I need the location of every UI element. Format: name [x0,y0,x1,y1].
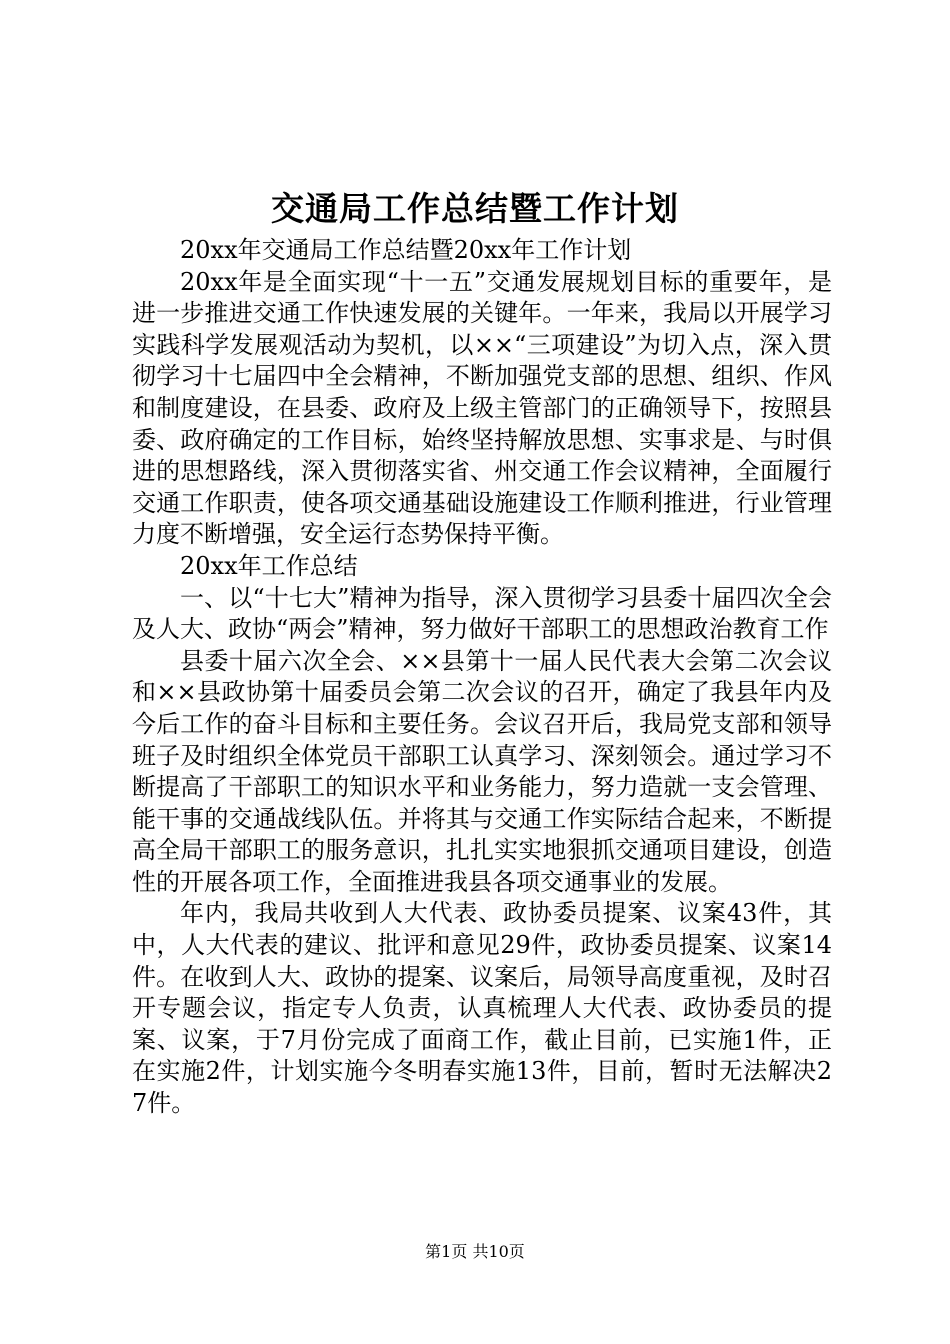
section-heading-summary: 20xx年工作总结 [180,551,358,580]
paragraph-proposals: 年内，我局共收到人大代表、政协委员提案、议案43件，其中，人大代表的建议、批评和意见29件，政协委员提案、议案14件。在收到人大、政协的提案、议案后，局领导高度重视，及时召开专题会议，指定专人负责，认真梳理人大代表、政协委员的提案、议案，于7月份完成了面商工作，截止目前，已实施1件，正在实施2件，计划实施今冬明春实施13件，目前，暂时无法解决27件。 [132,899,832,1118]
paragraph-subtitle: 20xx年交通局工作总结暨20xx年工作计划 [180,236,632,264]
section-heading-one: 一、以“十七大”精神为指导，深入贯彻学习县委十届四次全会及人大、政协“两会”精神，努力做好干部职工的思想政治教育工作 [132,583,832,644]
document-title: 交通局工作总结暨工作计划 [271,189,679,228]
paragraph-study: 县委十届六次全会、××县第十一届人民代表大会第二次会议和××县政协第十届委员会第二次会议的召开，确定了我县年内及今后工作的奋斗目标和主要任务。会议召开后，我局党支部和领导班子及时组织全体党员干部职工认真学习、深刻领会。通过学习不断提高了干部职工的知识水平和业务能力，努力造就一支会管理、能干事的交通战线队伍。并将其与交通工作实际结合起来，不断提高全局干部职工的服务意识，扎扎实实地狠抓交通项目建设，创造性的开展各项工作，全面推进我县各项交通事业的发展。 [132,646,832,896]
paragraph-intro: 20xx年是全面实现“十一五”交通发展规划目标的重要年，是进一步推进交通工作快速发展的关键年。一年来，我局以开展学习实践科学发展观活动为契机，以××“三项建设”为切入点，深入贯彻学习十七届四中全会精神，不断加强党支部的思想、组织、作风和制度建设，在县委、政府及上级主管部门的正确领导下，按照县委、政府确定的工作目标，始终坚持解放思想、实事求是、与时俱进的思想路线，深入贯彻落实省、州交通工作会议精神，全面履行交通工作职责，使各项交通基础设施建设工作顺利推进，行业管理力度不断增强，安全运行态势保持平衡。 [132,267,832,549]
document-body [132,235,832,1120]
page-number-footer: 第1页 共10页 [425,1242,525,1261]
